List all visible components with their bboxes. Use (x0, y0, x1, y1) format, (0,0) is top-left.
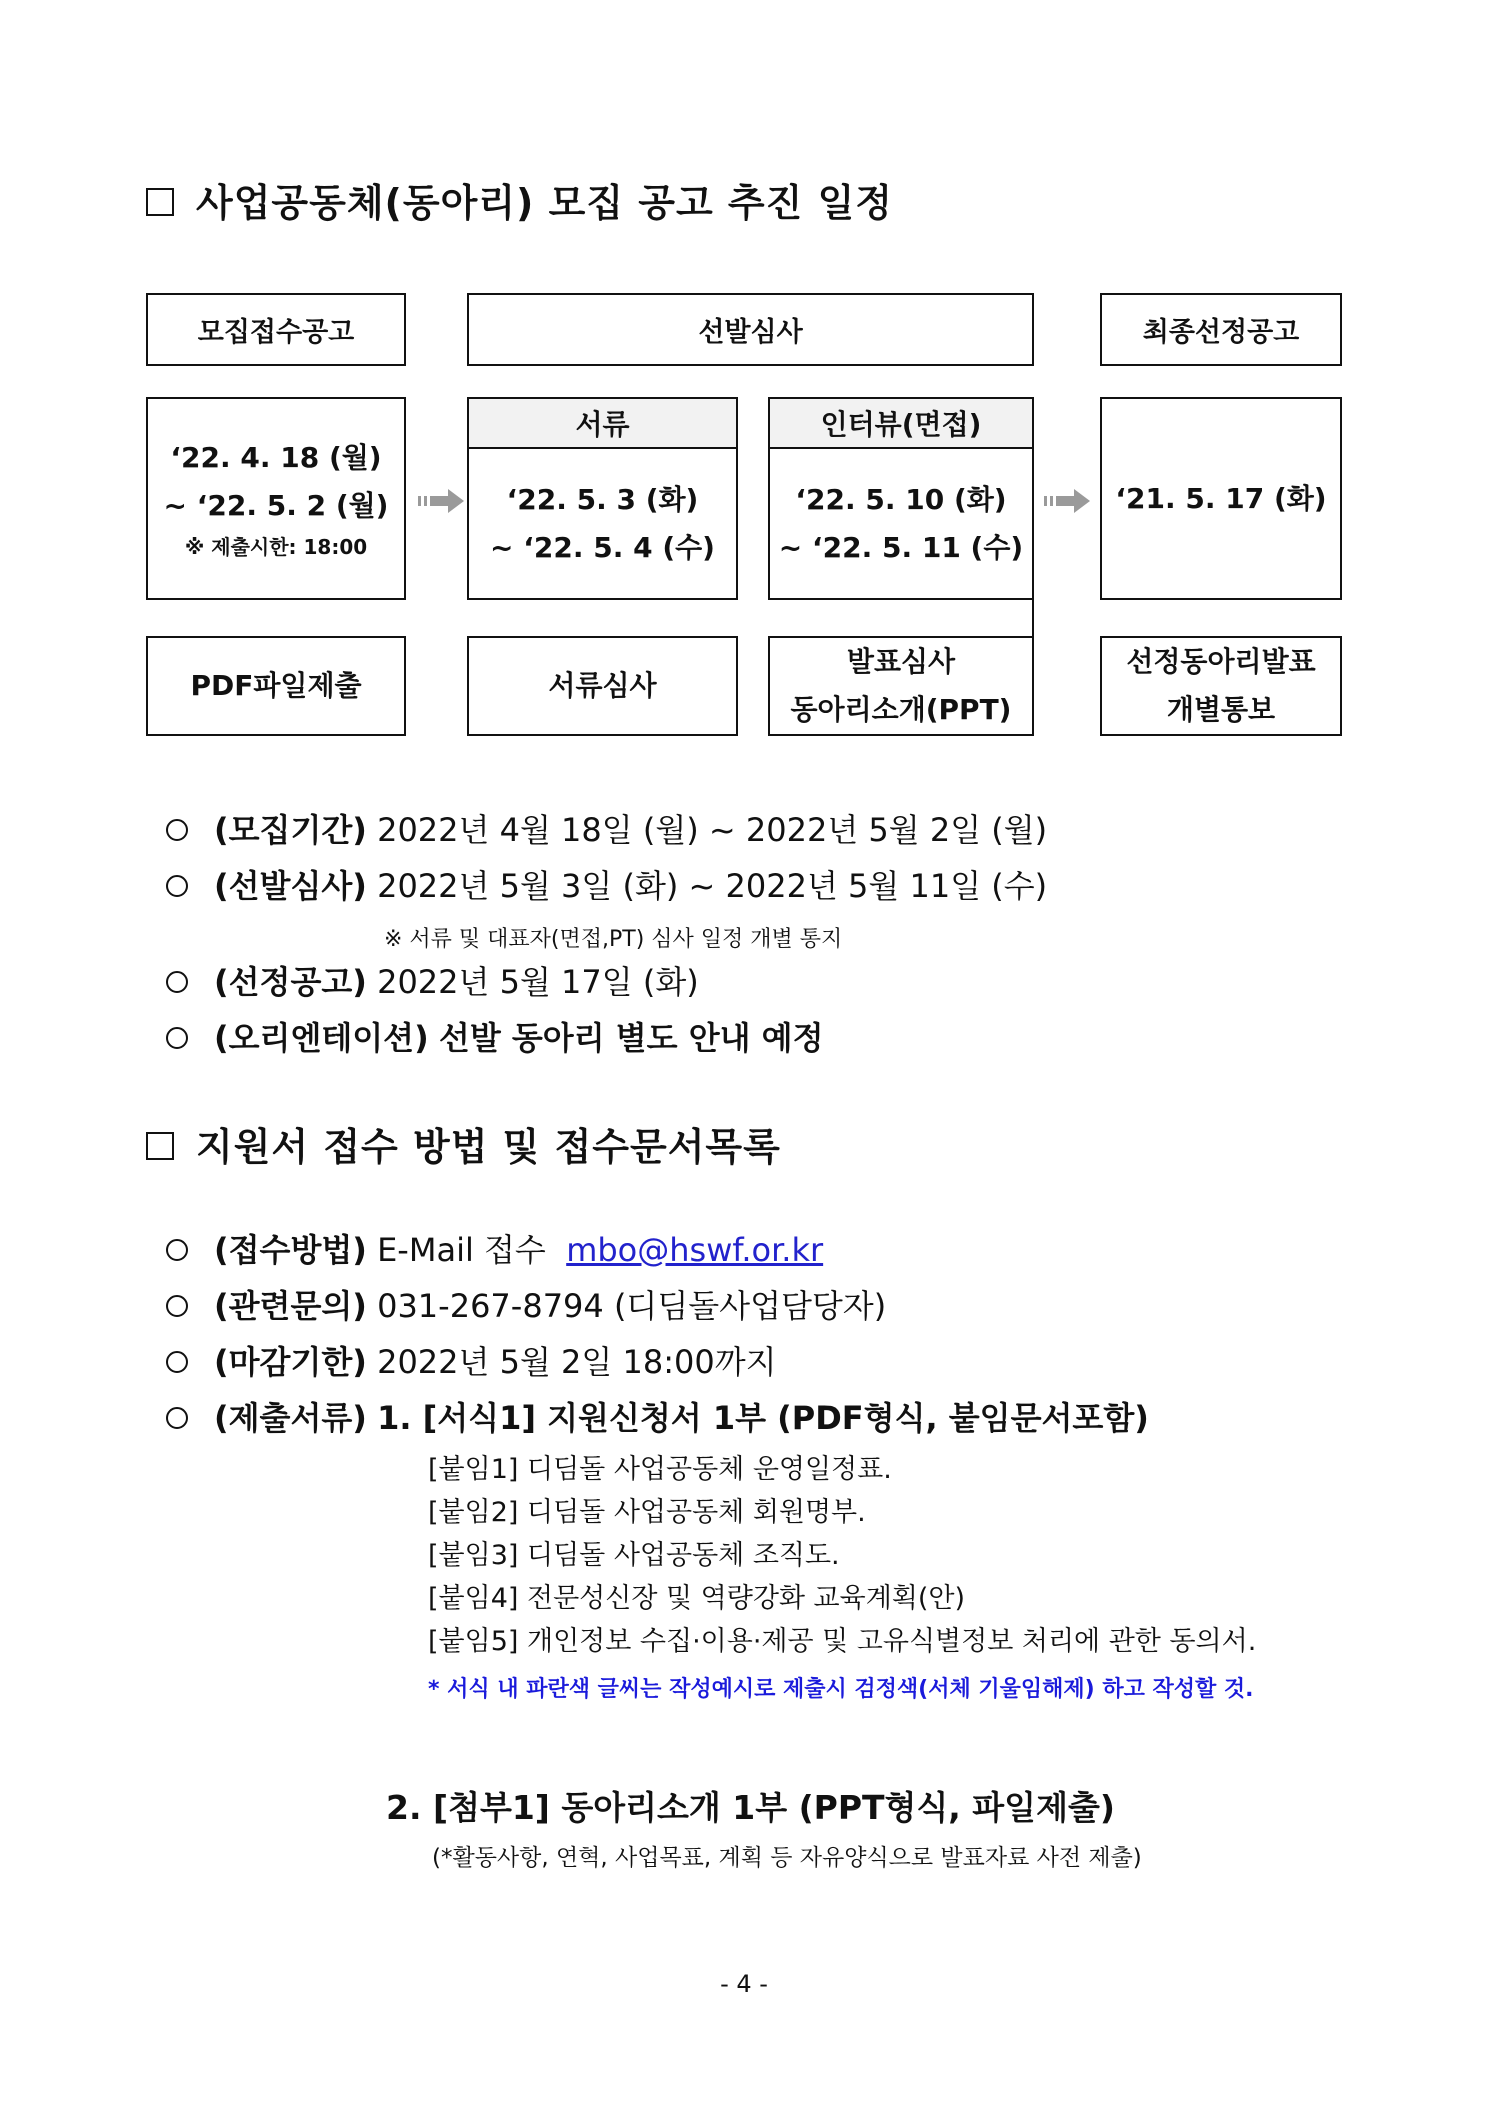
attachment-item: [붙임2] 디딤돌 사업공동체 회원명부. (428, 1497, 866, 1528)
circle-bullet-icon (166, 1351, 188, 1373)
review-note: ※ 서류 및 대표자(면접,PT) 심사 일정 개별 통지 (384, 927, 843, 952)
circle-bullet-icon (166, 1295, 188, 1317)
application-documents: (제출서류) 1. [서식1] 지원신청서 1부 (PDF형식, 붙임문서포함) (166, 1396, 1149, 1440)
section1-heading (146, 172, 893, 227)
documents-end-date: ~ ‘22. 5. 4 (수) (490, 531, 715, 564)
document-2-note: (*활동사항, 연혁, 사업목표, 계획 등 자유양식으로 발표자료 사전 제출) (432, 1845, 1142, 1871)
header-final: 최종선정공고 (1100, 293, 1342, 366)
circle-bullet-icon (166, 1027, 188, 1049)
email-link[interactable]: mbo@hswf.or.kr (566, 1231, 824, 1269)
circle-bullet-icon (166, 971, 188, 993)
documents-start-date: ‘22. 5. 3 (화) (506, 483, 699, 516)
documents-title: 서류 (469, 399, 736, 449)
schedule-announce: (선정공고) 2022년 5월 17일 (화) (166, 960, 699, 1004)
recruit-start-date: ‘22. 4. 18 (월) (170, 440, 382, 474)
circle-bullet-icon (166, 819, 188, 841)
attachment-item: [붙임4] 전문성신장 및 역량강화 교육계획(안) (428, 1583, 966, 1614)
schedule-period: (모집기간) 2022년 4월 18일 (월) ~ 2022년 5월 2일 (월) (166, 808, 1047, 852)
attachment-item: [붙임5] 개인정보 수집·이용·제공 및 고유식별정보 처리에 관한 동의서. (428, 1626, 1257, 1657)
document-2: 2. [첨부1] 동아리소개 1부 (PPT형식, 파일제출) (386, 1788, 1115, 1827)
attachment-item: [붙임3] 디딤돌 사업공동체 조직도. (428, 1540, 840, 1571)
circle-bullet-icon (166, 1239, 188, 1261)
checkbox-square-icon (146, 188, 174, 216)
section2-heading (146, 1116, 781, 1171)
recruit-end-date: ~ ‘22. 5. 2 (월) (163, 488, 389, 522)
attachment-item: [붙임1] 디딤돌 사업공동체 운영일정표. (428, 1454, 892, 1485)
application-method: (접수방법) E-Mail 접수 mbo@hswf.or.kr (166, 1228, 823, 1272)
interview-title: 인터뷰(면접) (770, 399, 1032, 449)
schedule-orientation: (오리엔테이션) 선발 동아리 별도 안내 예정 (166, 1016, 824, 1060)
arrow-right-icon (1044, 489, 1092, 513)
page-number: - 4 - (720, 1970, 768, 1998)
recruit-deadline-note: ※ 제출시한: 18:00 (184, 534, 368, 559)
section1-title: 사업공동체(동아리) 모집 공고 추진 일정 (196, 181, 893, 225)
interview-start-date: ‘22. 5. 10 (화) (795, 483, 1007, 516)
doc-review-label: 서류심사 (467, 636, 738, 736)
header-selection: 선발심사 (467, 293, 1034, 366)
circle-bullet-icon (166, 1407, 188, 1429)
application-contact: (관련문의) 031-267-8794 (디딤돌사업담당자) (166, 1284, 886, 1328)
checkbox-square-icon (146, 1132, 174, 1160)
pdf-submit-label: PDF파일제출 (146, 636, 406, 736)
blue-text-note: * 서식 내 파란색 글씨는 작성예시로 제출시 검정색(서체 기울임해제) 하고 작성할 것. (428, 1677, 1254, 1702)
arrow-right-icon (418, 489, 466, 513)
final-announce-box (1100, 397, 1342, 600)
schedule-review: (선발심사) 2022년 5월 3일 (화) ~ 2022년 5월 11일 (수) (166, 864, 1047, 908)
circle-bullet-icon (166, 875, 188, 897)
section2-title: 지원서 접수 방법 및 접수문서목록 (196, 1125, 781, 1169)
application-deadline: (마감기한) 2022년 5월 2일 18:00까지 (166, 1340, 777, 1384)
interview-end-date: ~ ‘22. 5. 11 (수) (778, 531, 1024, 564)
presentation-label: 발표심사 동아리소개(PPT) (768, 636, 1034, 736)
interview-box (768, 397, 1034, 600)
final-date: ‘21. 5. 17 (화) (1115, 481, 1327, 515)
announcement-label: 선정동아리발표 개별통보 (1100, 636, 1342, 736)
recruit-period-box (146, 397, 406, 600)
connector-line (1032, 598, 1034, 638)
header-recruit: 모집접수공고 (146, 293, 406, 366)
documents-review-box (467, 397, 738, 600)
